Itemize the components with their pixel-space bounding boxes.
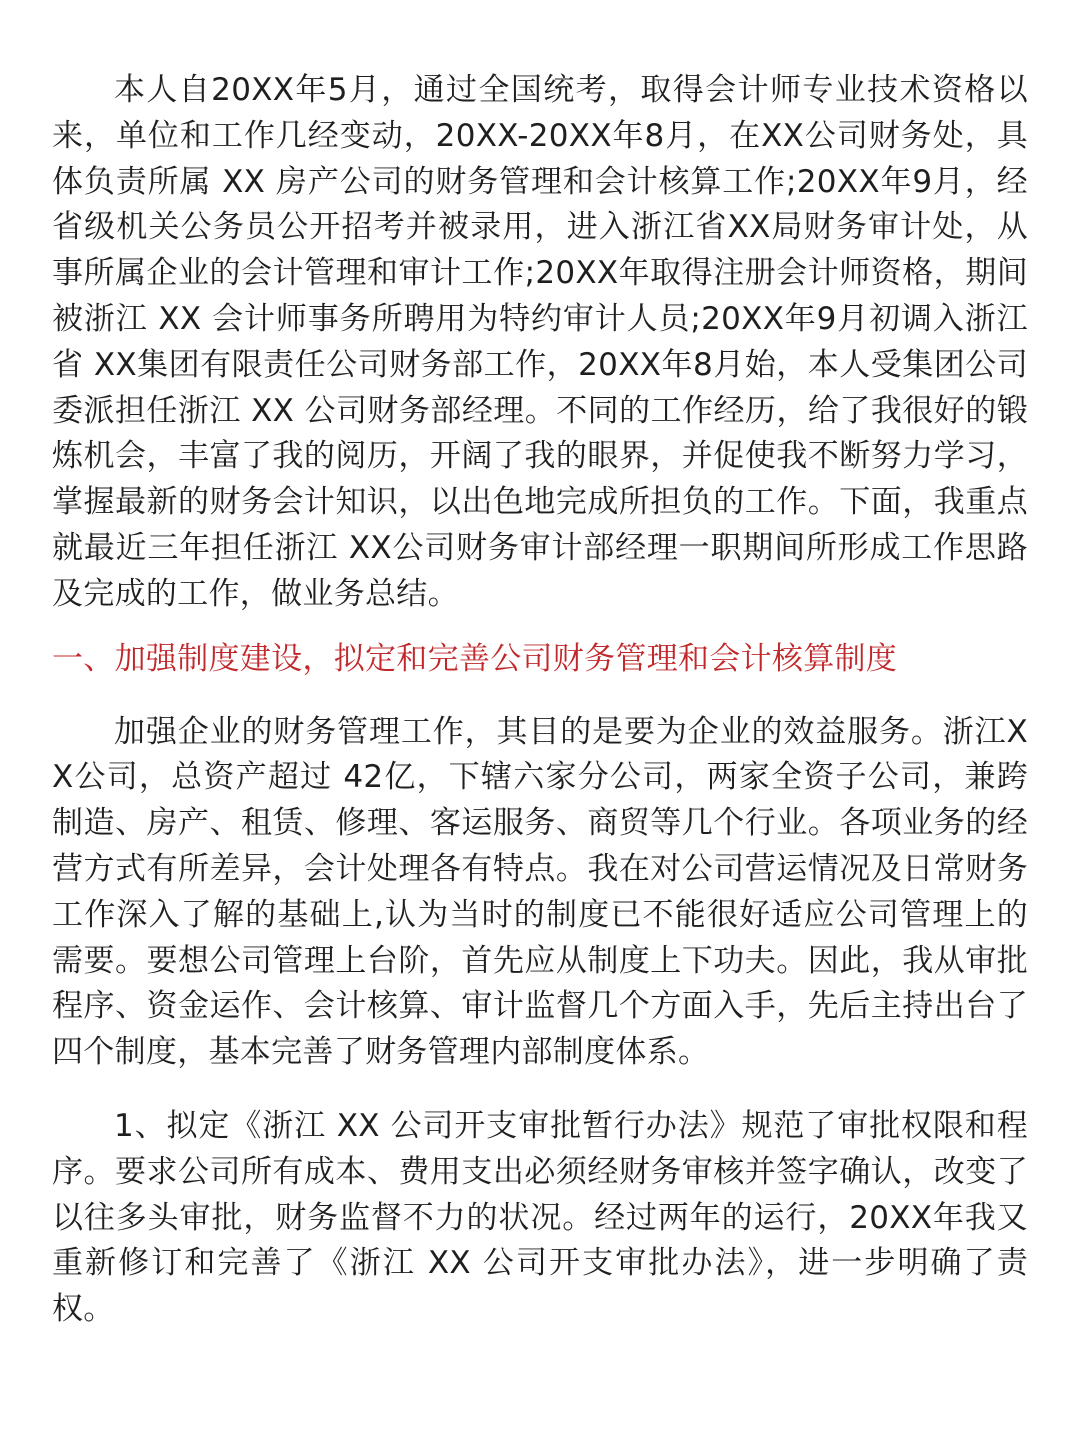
section-heading: 一、加强制度建设，拟定和完善公司财务管理和会计核算制度 (52, 640, 898, 677)
spacer (52, 682, 1028, 710)
item-paragraph: 1、拟定《浙江 XX 公司开支审批暂行办法》规范了审批权限和程序。要求公司所有成本、费用支出必须经财务审核并签字确认，改变了以往多头审批，财务监督不力的状况。经过两年的运行，20XX年我又重新修订和完善了《浙江 XX 公司开支审批办法》，进一步明确了责权。 (52, 1107, 1028, 1328)
document-page (52, 68, 1028, 1333)
section-paragraph: 加强企业的财务管理工作，其目的是要为企业的效益服务。浙江XX公司，总资产超过 42亿，下辖六家分公司，两家全资子公司，兼跨制造、房产、租赁、修理、客运服务、商贸等几个行业。各项业务的经营方式有所差异，会计处理各有特点。我在对公司营运情况及日常财务工作深入了解的基础上,认为当时的制度已不能很好适应公司管理上的需要。要想公司管理上台阶，首先应从制度上下功夫。因此，我从审批程序、资金运作、会计核算、审计监督几个方面入手，先后主持出台了四个制度，基本完善了财务管理内部制度体系。 (52, 713, 1028, 1071)
intro-paragraph: 本人自20XX年5月，通过全国统考，取得会计师专业技术资格以来，单位和工作几经变动，20XX-20XX年8月，在XX公司财务处，具体负责所属 XX 房产公司的财务管理和会计核算工作;20XX年9月，经省级机关公务员公开招考并被录用，进入浙江省XX局财务审计处，从事所属企业的会计管理和审计工作;20XX年取得注册会计师资格，期间被浙江 XX 会计师事务所聘用为特约审计人员;20XX年9月初调入浙江省 XX集团有限责任公司财务部工作，20XX年8月始，本人受集团公司委派担任浙江 XX 公司财务部经理。不同的工作经历，给了我很好的锻炼机会，丰富了我的阅历，开阔了我的眼界，并促使我不断努力学习，掌握最新的财务会计知识，以出色地完成所担负的工作。下面，我重点就最近三年担任浙江 XX公司财务审计部经理一职期间所形成工作思路及完成的工作，做业务总结。 (52, 72, 1028, 612)
spacer (52, 1076, 1028, 1104)
spacer (52, 618, 1028, 636)
